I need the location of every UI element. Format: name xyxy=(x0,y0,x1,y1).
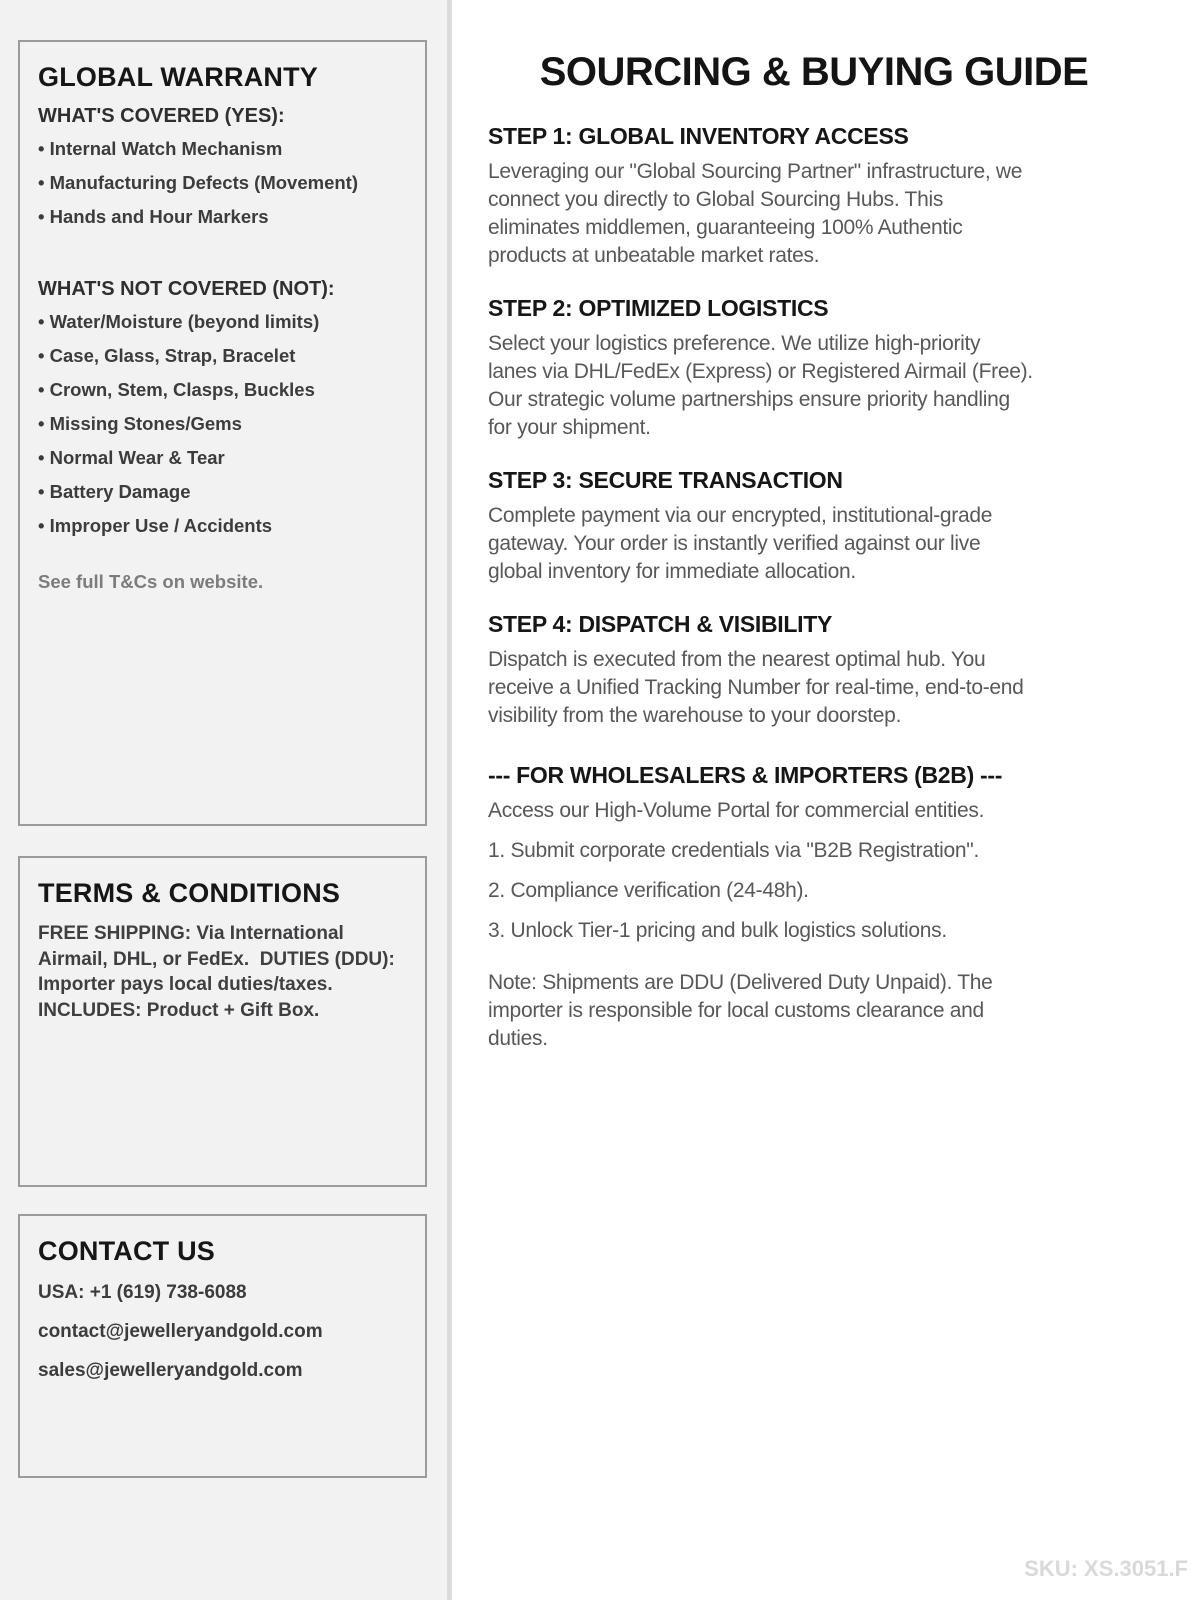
list-item: • Hands and Hour Markers xyxy=(38,200,407,234)
contact-us-panel xyxy=(18,1214,427,1478)
info-sidebar xyxy=(0,0,452,1600)
step-3-section xyxy=(488,467,1140,586)
global-warranty-panel xyxy=(18,40,427,826)
b2b-paragraph: 1. Submit corporate credentials via "B2B Registration". xyxy=(488,839,979,862)
list-item: • Internal Watch Mechanism xyxy=(38,132,407,166)
not-covered-list xyxy=(38,305,407,543)
list-item: • Battery Damage xyxy=(38,475,407,509)
b2b-section xyxy=(488,762,1140,1053)
step-2-section xyxy=(488,295,1140,442)
step-4-body: Dispatch is executed from the nearest optimal hub. You receive a Unified Tracking Number for real-time, end-to-end visibility from the warehouse to your doorstep. xyxy=(488,648,1024,727)
list-item: • Normal Wear & Tear xyxy=(38,441,407,475)
b2b-note: Note: Shipments are DDU (Delivered Duty Unpaid). The importer is responsible for local customs clearance and duties. xyxy=(488,971,993,1050)
step-2-heading: STEP 2: OPTIMIZED LOGISTICS xyxy=(488,295,829,321)
list-item: • Improper Use / Accidents xyxy=(38,509,407,543)
terms-title: TERMS & CONDITIONS xyxy=(38,878,341,908)
contact-title: CONTACT US xyxy=(38,1236,215,1266)
step-1-section xyxy=(488,123,1140,270)
page-title: SOURCING & BUYING GUIDE xyxy=(539,50,1089,94)
covered-subtitle: WHAT'S COVERED (YES): xyxy=(38,105,285,127)
step-3-body: Complete payment via our encrypted, institutional-grade gateway. Your order is instantly verified against our live global inventory for immediate allocation. xyxy=(488,504,993,583)
list-item: • Case, Glass, Strap, Bracelet xyxy=(38,339,407,373)
warranty-title: GLOBAL WARRANTY xyxy=(38,62,318,92)
list-item: • Missing Stones/Gems xyxy=(38,407,407,441)
step-3-heading: STEP 3: SECURE TRANSACTION xyxy=(488,467,843,493)
terms-conditions-panel xyxy=(18,856,427,1187)
sales-email: sales@jewelleryandgold.com xyxy=(38,1360,303,1381)
not-covered-subtitle: WHAT'S NOT COVERED (NOT): xyxy=(38,278,335,300)
warranty-footnote: See full T&Cs on website. xyxy=(38,571,264,592)
b2b-paragraph: 3. Unlock Tier-1 pricing and bulk logistics solutions. xyxy=(488,919,947,942)
covered-list xyxy=(38,132,407,234)
b2b-paragraph: 2. Compliance verification (24-48h). xyxy=(488,879,809,902)
step-1-heading: STEP 1: GLOBAL INVENTORY ACCESS xyxy=(488,123,909,149)
contact-email: contact@jewelleryandgold.com xyxy=(38,1321,323,1342)
step-2-body: Select your logistics preference. We utilize high-priority lanes via DHL/FedEx (Express) or Registered Airmail (Free). Our strategic volume partnerships ensure priority handling for your shipment. xyxy=(488,332,1033,439)
step-4-heading: STEP 4: DISPATCH & VISIBILITY xyxy=(488,611,833,637)
contact-phone: USA: +1 (619) 738-6088 xyxy=(38,1282,247,1303)
list-item: • Crown, Stem, Clasps, Buckles xyxy=(38,373,407,407)
b2b-paragraph: Access our High-Volume Portal for commercial entities. xyxy=(488,799,985,822)
b2b-heading: --- FOR WHOLESALERS & IMPORTERS (B2B) --- xyxy=(488,762,1003,788)
terms-body: FREE SHIPPING: Via International Airmail, DHL, or FedEx. DUTIES (DDU): Importer pays local duties/taxes. INCLUDES: Product + Gift Box. xyxy=(38,923,401,1021)
list-item: • Water/Moisture (beyond limits) xyxy=(38,305,407,339)
sku-label: SKU: XS.3051.F xyxy=(1024,1556,1188,1581)
sourcing-guide-main xyxy=(452,0,1200,1600)
step-4-section xyxy=(488,611,1140,730)
step-1-body: Leveraging our "Global Sourcing Partner" infrastructure, we connect you directly to Global Sourcing Hubs. This eliminates middlemen, guaranteeing 100% Authentic products at unbeatable market rates. xyxy=(488,160,1023,267)
list-item: • Manufacturing Defects (Movement) xyxy=(38,166,407,200)
